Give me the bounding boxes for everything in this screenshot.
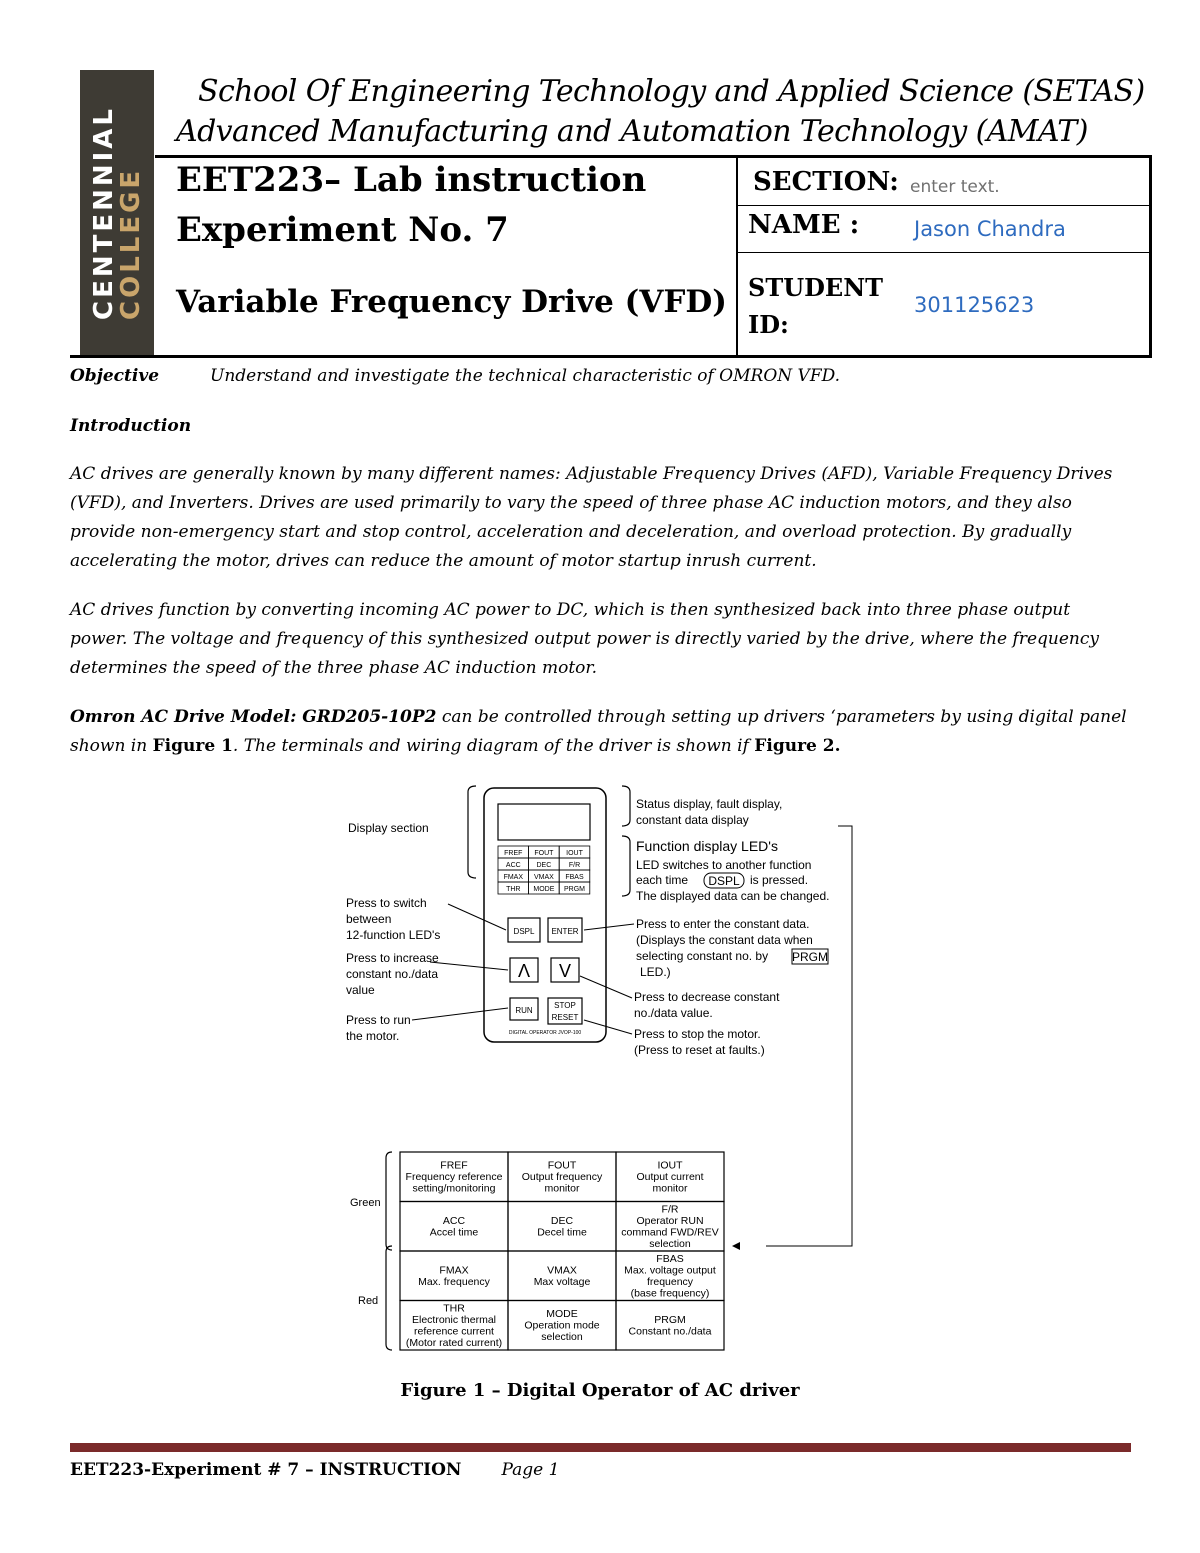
red-group-label: Red bbox=[358, 1295, 379, 1307]
form-row-divider-2 bbox=[738, 252, 1150, 253]
panel-display-window bbox=[498, 804, 590, 840]
led-label: ACC bbox=[505, 862, 521, 869]
green-group-label: Green bbox=[350, 1197, 381, 1209]
footer-bar bbox=[70, 1443, 1131, 1452]
footer-title: EET223-Experiment # 7 – INSTRUCTION bbox=[70, 1460, 462, 1480]
led-label: VMAX bbox=[533, 874, 554, 881]
run-label-2: the motor. bbox=[346, 1029, 400, 1043]
switch-leader bbox=[448, 904, 506, 930]
led-label: IOUT bbox=[566, 850, 583, 857]
table-cell-text: FMAX Max. frequency bbox=[418, 1264, 490, 1288]
status-display-bracket bbox=[622, 786, 630, 826]
student-id-label-line2: ID: bbox=[748, 310, 789, 339]
dspl-key-label: DSPL bbox=[513, 927, 535, 936]
function-label-1: LED switches to another function bbox=[636, 858, 812, 872]
decrease-label-1: Press to decrease constant bbox=[634, 990, 780, 1004]
table-cell-text: F/R Operator RUN command FWD/REV selection bbox=[621, 1203, 719, 1250]
stop-leader bbox=[584, 1020, 632, 1034]
objective-label: Objective bbox=[70, 366, 160, 386]
intro-paragraph-1: AC drives are generally known by many different names: Adjustable Frequency Drives (AFD), Variable Frequency Drives (VFD), and Inverters. Drives are used primarily to vary the speed of three phase AC induction motors, and they also provide non-emergency start and stop control, acceleration and deceleration, and overload protection. By gradually accelerating the motor, drives can reduce the amount of motor startup inrush current. bbox=[70, 464, 1113, 571]
run-leader bbox=[412, 1008, 508, 1020]
decrease-label-2: no./data value. bbox=[634, 1006, 713, 1020]
experiment-number: Experiment No. 7 bbox=[176, 210, 509, 250]
section-field[interactable]: enter text. bbox=[910, 177, 1000, 197]
prgm-inline-label: PRGM bbox=[792, 950, 828, 964]
table-cell-text: ACC Accel time bbox=[429, 1214, 479, 1239]
led-label: FOUT bbox=[534, 850, 554, 857]
stop-key-label: STOP bbox=[554, 1001, 576, 1010]
form-row-divider-1 bbox=[738, 205, 1150, 206]
function-label-2b: is pressed. bbox=[750, 873, 809, 887]
logo-text bbox=[90, 106, 144, 320]
run-label-1: Press to run bbox=[346, 1013, 411, 1027]
table-cell-text: VMAX Max voltage bbox=[533, 1264, 591, 1288]
led-indicator-grid bbox=[498, 846, 590, 894]
switch-label-3: 12-function LED's bbox=[346, 928, 441, 942]
enter-label-3: selecting constant no. by bbox=[636, 949, 769, 963]
page-footer bbox=[70, 1460, 559, 1480]
table-cell-text: IOUT Output current monitor bbox=[636, 1159, 704, 1195]
page-number: Page 1 bbox=[501, 1460, 560, 1480]
program-name: Advanced Manufacturing and Automation Technology (AMAT) bbox=[176, 114, 1088, 149]
enter-leader bbox=[584, 924, 634, 930]
digital-operator-figure bbox=[330, 780, 870, 1360]
enter-key-label: ENTER bbox=[551, 927, 579, 936]
led-label: FBAS bbox=[565, 874, 584, 881]
student-id-field[interactable]: 301125623 bbox=[914, 293, 1035, 317]
table-cell-text: DEC Decel time bbox=[537, 1214, 587, 1239]
intro-paragraph-3 bbox=[70, 703, 1130, 761]
figure-caption: Figure 1 – Digital Operator of AC driver bbox=[400, 1380, 800, 1401]
status-label-2: constant data display bbox=[636, 813, 749, 827]
student-id-label-line1: STUDENT bbox=[748, 273, 884, 302]
green-group-bracket bbox=[386, 1152, 392, 1250]
figure-1-ref: Figure 1 bbox=[152, 736, 233, 756]
table-cell-text: FBAS Max. voltage output frequency (base frequency) bbox=[624, 1252, 716, 1300]
function-led-bracket bbox=[622, 836, 630, 896]
lab-title: Variable Frequency Drive (VFD) bbox=[176, 284, 727, 320]
up-key-label: Λ bbox=[517, 961, 531, 981]
increase-label-2: constant no./data bbox=[346, 967, 439, 981]
figure-2-ref: Figure 2. bbox=[754, 736, 841, 756]
table-cell-text: PRGM Constant no./data bbox=[628, 1313, 712, 1338]
led-label: F/R bbox=[568, 862, 581, 869]
table-cell-text: THR Electronic thermal reference current (Motor rated current) bbox=[405, 1302, 503, 1349]
run-key-label: RUN bbox=[515, 1006, 533, 1015]
drive-model: Omron AC Drive Model: GRD205-10P2 bbox=[70, 707, 437, 727]
objective-text: Understand and investigate the technical characteristic of OMRON VFD. bbox=[210, 366, 841, 386]
table-cell-text: FOUT Output frequency monitor bbox=[521, 1159, 603, 1195]
display-section-label: Display section bbox=[348, 821, 429, 835]
header-right-border bbox=[1149, 157, 1152, 357]
function-label-3: The displayed data can be changed. bbox=[636, 889, 830, 903]
increase-label-1: Press to increase bbox=[346, 951, 439, 965]
para3-part-b: . The terminals and wiring diagram of the driver is shown if bbox=[232, 736, 755, 756]
led-function-table bbox=[400, 1152, 724, 1350]
introduction-heading: Introduction bbox=[70, 416, 192, 436]
name-field[interactable]: Jason Chandra bbox=[914, 217, 1066, 241]
connector-arrow bbox=[732, 1242, 740, 1250]
switch-label-1: Press to switch bbox=[346, 896, 427, 910]
panel-footer-label: DIGITAL OPERATOR JVOP-100 bbox=[508, 1030, 582, 1036]
led-label: FMAX bbox=[503, 874, 524, 881]
intro-paragraph-2: AC drives function by converting incoming AC power to DC, which is then synthesized back into three phase output power. The voltage and frequency of this synthesized output power is directly varied by the drive, where the frequency determines the speed of the three phase AC induction motor. bbox=[70, 600, 1099, 678]
stop-label-2: (Press to reset at faults.) bbox=[634, 1043, 765, 1057]
section-label: SECTION: bbox=[753, 167, 899, 197]
header-rule-top bbox=[155, 155, 1152, 158]
display-section-bracket bbox=[468, 786, 476, 878]
para3-part-a: can be controlled through setting up drivers ‘parameters by using digital panel shown in bbox=[70, 707, 1127, 756]
led-label: FREF bbox=[504, 850, 523, 857]
college-logo bbox=[80, 70, 154, 356]
course-title: EET223– Lab instruction bbox=[176, 160, 647, 200]
led-label: DEC bbox=[536, 862, 552, 869]
down-key-label: V bbox=[558, 961, 572, 981]
red-group-bracket bbox=[386, 1246, 392, 1350]
school-name: School Of Engineering Technology and Applied Science (SETAS) bbox=[198, 74, 1145, 109]
table-cell-text: FREF Frequency reference setting/monitoring bbox=[405, 1159, 503, 1195]
switch-label-2: between bbox=[346, 912, 392, 926]
header-divider bbox=[736, 157, 738, 357]
enter-label-4: LED.) bbox=[640, 965, 671, 979]
increase-label-3: value bbox=[346, 983, 375, 997]
stop-label-1: Press to stop the motor. bbox=[634, 1027, 761, 1041]
operator-panel-outline bbox=[484, 788, 606, 1042]
dspl-inline-label: DSPL bbox=[708, 874, 740, 888]
enter-label-2: (Displays the constant data when bbox=[636, 933, 813, 947]
table-cell-text: MODE Operation mode selection bbox=[524, 1308, 600, 1343]
led-label: PRGM bbox=[564, 886, 585, 893]
led-label: MODE bbox=[533, 886, 555, 893]
led-label: THR bbox=[506, 886, 521, 893]
name-label: NAME : bbox=[748, 210, 860, 240]
increase-leader bbox=[430, 962, 508, 970]
enter-label-1: Press to enter the constant data. bbox=[636, 917, 810, 931]
reset-key-label: RESET bbox=[551, 1013, 579, 1022]
function-label-2a: each time bbox=[636, 873, 689, 887]
header-rule-bottom bbox=[70, 355, 1152, 358]
status-label-1: Status display, fault display, bbox=[636, 797, 783, 811]
logo-line-2: COLLEGE bbox=[116, 167, 146, 320]
function-led-title: Function display LED's bbox=[636, 838, 778, 854]
logo-line-1: CENTENNIAL bbox=[89, 106, 119, 320]
